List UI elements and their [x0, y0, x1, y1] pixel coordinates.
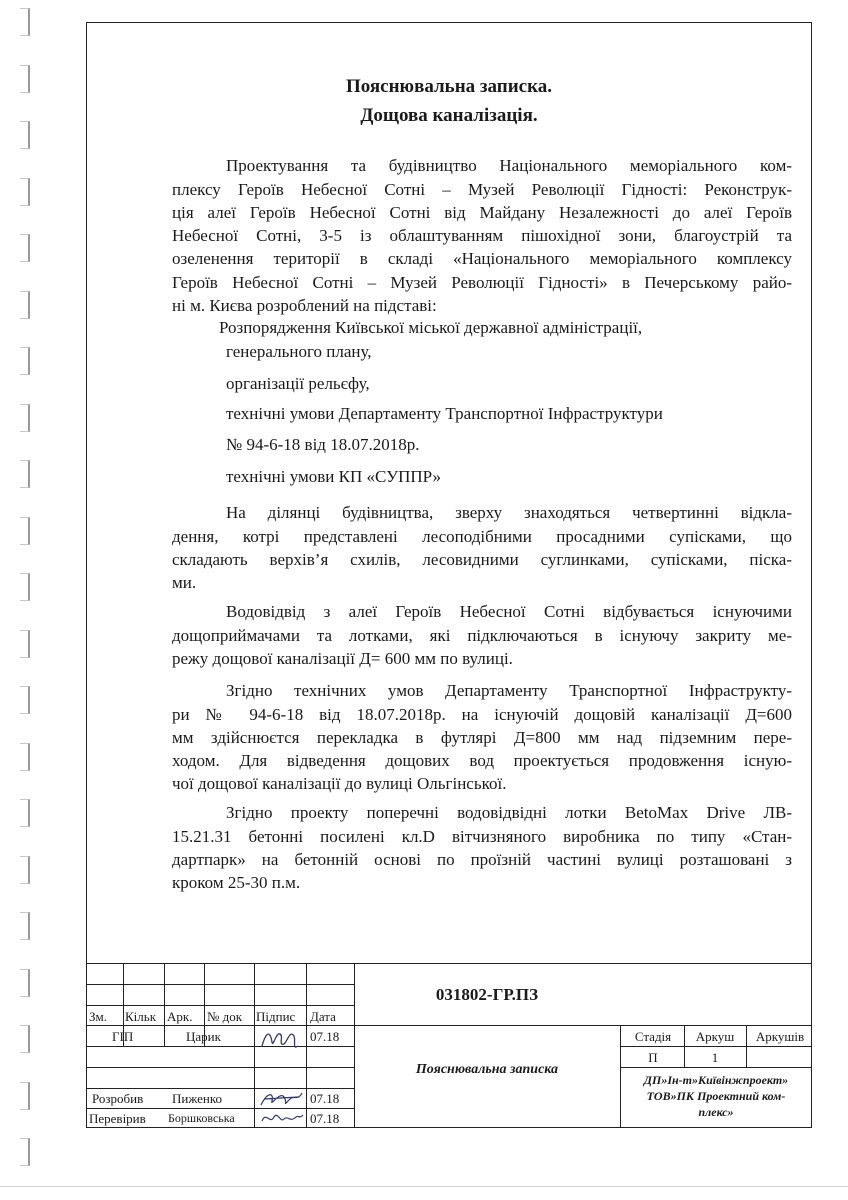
binding-ring [20, 8, 30, 36]
document-subtitle: Дощова каналізація. [360, 105, 538, 126]
binding-ring [20, 234, 30, 262]
sheets-header: Аркушів [755, 1029, 805, 1044]
org-line: ТОВ»ПК Проектний ком- [646, 1089, 786, 1103]
binding-ring [20, 460, 30, 488]
para2-body: дення, котрі представлені лесоподібними просадними супісками, що складають верхів’я схилів, лесовидними суглинками, супісками, піска- ми. [172, 526, 792, 593]
stage-value: П [648, 1050, 658, 1065]
header-kilk: Кільк [125, 1009, 157, 1024]
row-role: Розробив [92, 1091, 144, 1106]
binding-ring [20, 573, 30, 601]
basis-item: Розпорядження Київської міської державної адміністрації, [219, 318, 643, 337]
binding-ring [20, 630, 30, 658]
document-name: Пояснювальна записка [415, 1062, 559, 1077]
basis-item: технічні умови КП «СУППР» [226, 467, 442, 486]
binding-ring [20, 347, 30, 375]
binding-ring [20, 65, 30, 93]
binding-ring [20, 517, 30, 545]
org-line: ДП»Ін-т»Київінжпроект» [643, 1073, 789, 1087]
basis-item: технічні умови Департаменту Транспортної Інфраструктури [226, 404, 663, 423]
row-date: 07.18 [310, 1111, 340, 1126]
binding-ring [20, 743, 30, 771]
row-date: 07.18 [310, 1091, 340, 1106]
row-name: Боршковська [168, 1111, 235, 1125]
basis-item: № 94-6-18 від 18.07.2018р. [226, 435, 420, 454]
row-name: Царик [186, 1029, 221, 1044]
binding-ring [20, 799, 30, 827]
para2-first: На ділянці будівництва, зверху знаходяться четвертинні відкла- [226, 503, 792, 522]
para5-first: Згідно проекту поперечні водовідвідні лотки BetoMax Drive ЛВ- [226, 803, 792, 822]
org-line: плекс» [698, 1105, 734, 1119]
sheet-value: 1 [711, 1050, 719, 1065]
para1-line: Проектування та будівництво Національного меморіального ком- [226, 156, 792, 175]
document-title: Пояснювальна записка. [345, 76, 553, 97]
binding-ring [20, 969, 30, 997]
sheet-header: Аркуш [695, 1029, 735, 1044]
title-block [86, 963, 812, 1128]
row-name: Пиженко [172, 1091, 223, 1106]
binding-ring [20, 686, 30, 714]
header-ndok: № док [207, 1009, 243, 1024]
basis-item: генерального плану, [226, 342, 372, 361]
binding-ring [20, 1082, 30, 1110]
header-pidpys: Підпис [256, 1009, 296, 1024]
binding-marks [18, 0, 38, 1200]
document-code: 031802-ГР.ПЗ [435, 985, 539, 1004]
signature-gip [258, 1026, 304, 1052]
header-ark: Арк. [167, 1009, 193, 1024]
para4-first: Згідно технічних умов Департаменту Транспортної Інфраструкту- [226, 681, 792, 700]
basis-item: організації рельєфу, [226, 374, 370, 393]
header-zm: Зм. [89, 1009, 107, 1024]
row-role: Перевірив [89, 1111, 146, 1126]
binding-ring [20, 178, 30, 206]
para1-body: плексу Героїв Небесної Сотні – Музей Революції Гідності: Реконструк- ція алеї Героїв Небесної Сотні від Майдану Незалежності до алеї Героїв Небесної Сотні, 3-5 із облаштуванням пішохідної зони, благоустрій та озеленення території в складі «Національного меморіального комплексу Героїв Небесної Сотні – Музей Революції Гідності» в Печерському райо- ні м. Києва розроблений на підставі: [172, 179, 792, 315]
header-data: Дата [310, 1009, 336, 1024]
para4-body: ри № 94-6-18 від 18.07.2018р. на існуючій дощовій каналізації Д=600 мм здійснюєтся перекладка в футлярі Д=800 мм над підземним пере- ходом. Для відведення дощових вод проектується продовження існую- чої дощової каналізації до вулиці Ольгінської. [172, 704, 792, 794]
binding-ring [20, 291, 30, 319]
binding-ring [20, 1025, 30, 1053]
binding-ring [20, 1138, 30, 1166]
row-date: 07.18 [310, 1029, 340, 1044]
signature-checker [258, 1107, 304, 1129]
binding-ring [20, 404, 30, 432]
binding-ring [20, 912, 30, 940]
stage-header: Стадія [634, 1029, 672, 1044]
scan-edge [0, 1186, 848, 1187]
binding-ring [20, 121, 30, 149]
para3-body: дощоприймачами та лотками, які підключаються в існуючу закриту ме- режу дощової каналізації Д= 600 мм по вулиці. [172, 625, 792, 668]
row-role: ГІП [112, 1029, 134, 1044]
para3-first: Водовідвід з алеї Героїв Небесної Сотні відбувається існуючими [226, 602, 792, 621]
binding-ring [20, 856, 30, 884]
para5-body: 15.21.31 бетонні посилені кл.D вітчизняного виробника по типу «Стан- дартпарк» на бетонній основі по проїзній частині вулиці розташовані з кроком 25-30 п.м. [172, 826, 792, 893]
